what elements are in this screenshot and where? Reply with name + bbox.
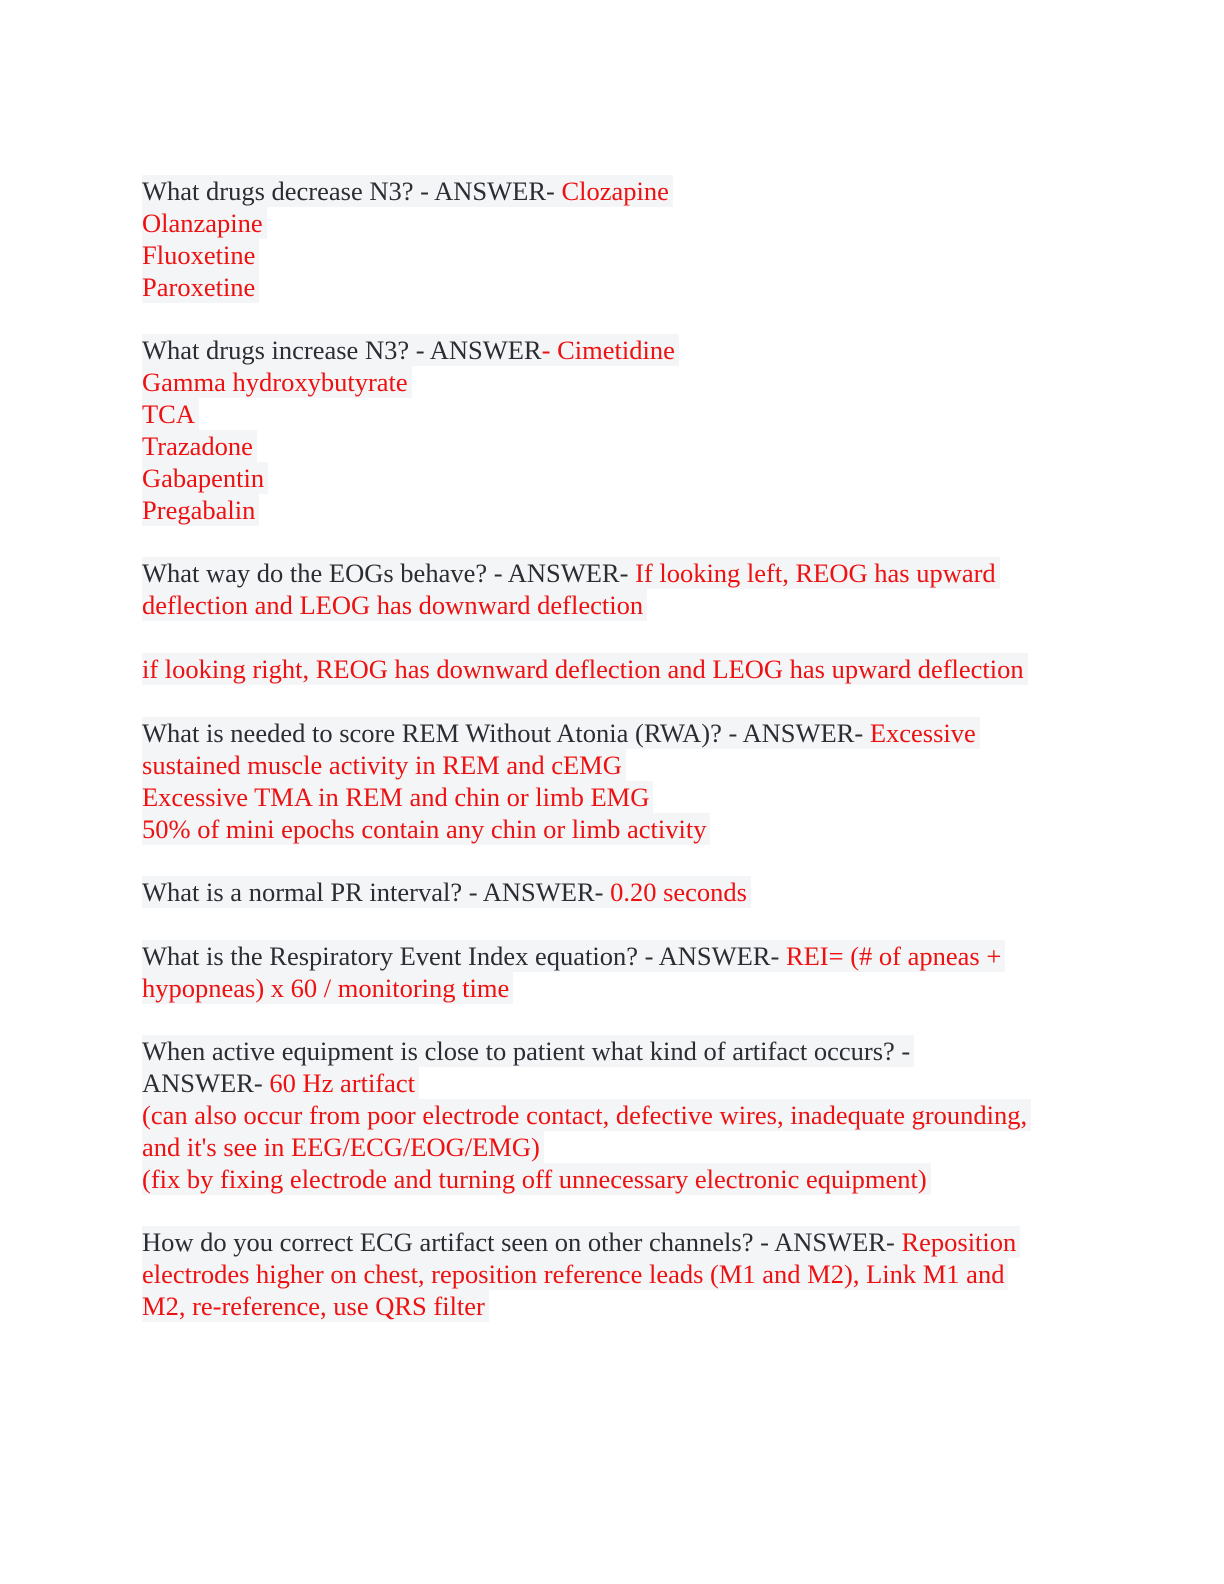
qa-2-answer-line: Gabapentin	[142, 462, 268, 494]
qa-4-question: What is needed to score REM Without Atonia (RWA)? - ANSWER-	[142, 718, 870, 748]
qa-3-answer-line: deflection and LEOG has downward deflection	[142, 589, 647, 621]
qa-2-line-1	[142, 334, 679, 366]
qa-7-answer-line: (fix by fixing electrode and turning off unnecessary electronic equipment)	[142, 1163, 931, 1195]
qa-1-answer-line: Clozapine	[561, 176, 669, 206]
qa-2-answer-line: TCA	[142, 398, 199, 430]
qa-3-question: What way do the EOGs behave? - ANSWER-	[142, 558, 636, 588]
qa-7-answer-line: 60 Hz artifact	[269, 1068, 416, 1098]
qa-4-answer-line: Excessive	[869, 718, 976, 748]
qa-6-line-1	[142, 940, 1005, 972]
qa-5-line-1	[142, 876, 751, 908]
qa-4-answer-line: Excessive TMA in REM and chin or limb EMG	[142, 781, 653, 813]
qa-2-answer-line: Pregabalin	[142, 494, 259, 526]
qa-7-question-line: When active equipment is close to patient what kind of artifact occurs? -	[142, 1035, 914, 1067]
qa-5-answer-line: 0.20 seconds	[610, 877, 747, 907]
qa-1-answer-line: Fluoxetine	[142, 239, 259, 271]
qa-5-question: What is a normal PR interval? - ANSWER-	[142, 877, 611, 907]
qa-2-answer-line: Trazadone	[142, 430, 257, 462]
qa-3-answer-line: if looking right, REOG has downward deflection and LEOG has upward deflection	[142, 653, 1028, 685]
qa-1-line-1	[142, 175, 673, 207]
qa-8-answer-line: electrodes higher on chest, reposition reference leads (M1 and M2), Link M1 and	[142, 1258, 1008, 1290]
qa-6-answer-line: hypopneas) x 60 / monitoring time	[142, 972, 513, 1004]
qa-3-line-1	[142, 557, 1000, 589]
qa-7-question-line: ANSWER-	[142, 1068, 270, 1098]
qa-6-answer-line: REI= (# of apneas +	[785, 941, 1002, 971]
qa-6-question: What is the Respiratory Event Index equation? - ANSWER-	[142, 941, 786, 971]
qa-8-answer-line: M2, re-reference, use QRS filter	[142, 1290, 489, 1322]
qa-2-answer-line: Cimetidine	[557, 335, 675, 365]
qa-8-answer-line: Reposition	[901, 1227, 1017, 1257]
qa-1-question: What drugs decrease N3? - ANSWER-	[142, 176, 562, 206]
qa-7-answer-line: and it's see in EEG/ECG/EOG/EMG)	[142, 1131, 544, 1163]
qa-1-answer-line: Olanzapine	[142, 207, 267, 239]
qa-8-line-1	[142, 1226, 1020, 1258]
qa-2-answer-prefix: -	[541, 335, 558, 365]
qa-4-line-1	[142, 717, 980, 749]
qa-2-answer-line: Gamma hydroxybutyrate	[142, 366, 412, 398]
qa-7-line-2	[142, 1067, 419, 1099]
qa-4-answer-line: 50% of mini epochs contain any chin or limb activity	[142, 813, 710, 845]
qa-3-answer-line: If looking left, REOG has upward	[635, 558, 996, 588]
qa-2-question: What drugs increase N3? - ANSWER	[142, 335, 542, 365]
qa-4-answer-line: sustained muscle activity in REM and cEMG	[142, 749, 626, 781]
qa-8-question: How do you correct ECG artifact seen on other channels? - ANSWER-	[142, 1227, 902, 1257]
qa-1-answer-line: Paroxetine	[142, 271, 259, 303]
qa-7-answer-line: (can also occur from poor electrode contact, defective wires, inadequate grounding,	[142, 1099, 1031, 1131]
